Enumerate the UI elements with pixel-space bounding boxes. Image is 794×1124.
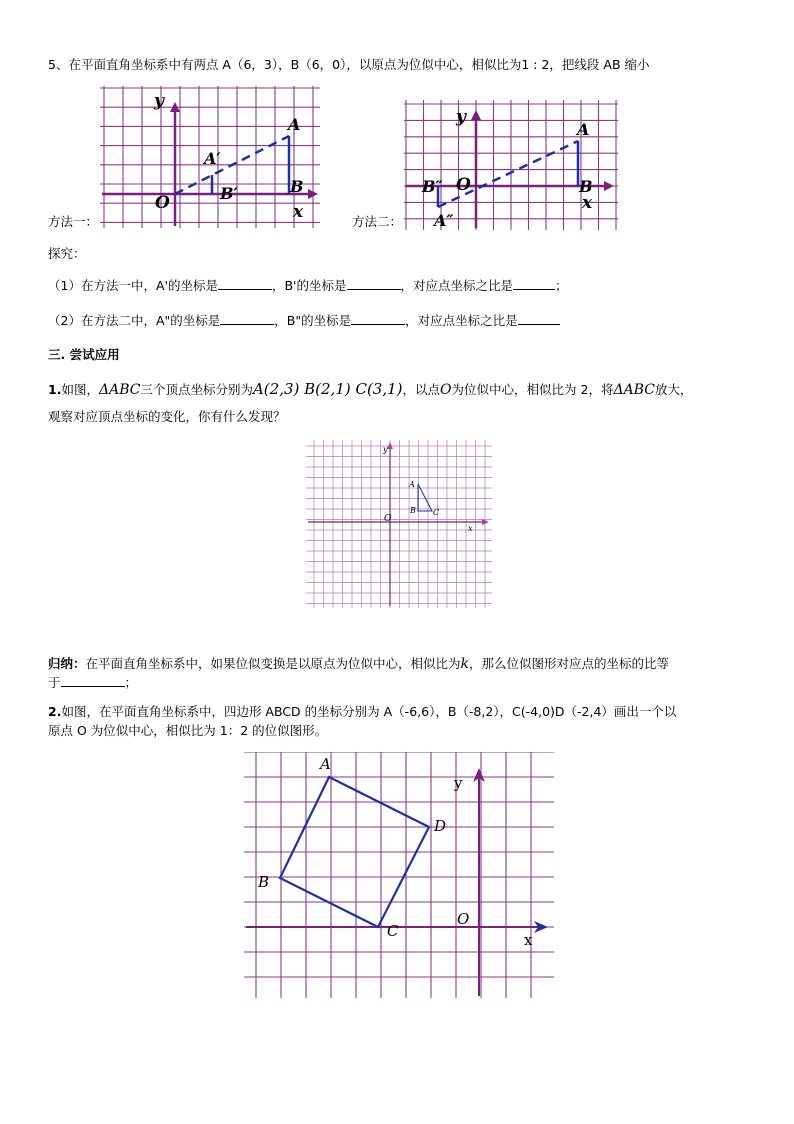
p1-triangle: ΔABC [98,382,141,398]
summary-label: 归纳： [48,656,86,671]
fig1-o-label: O [155,193,170,213]
fig3-x-label: x [468,524,473,533]
grid-3 [306,440,492,608]
section-3-title: 三. 尝试应用 [48,347,120,362]
line2-b2-text: B"的坐标是 [286,313,352,328]
q5-text: 5、在平面直角坐标系中有两点 A（6，3），B（6，0），以原点为位似中心，相似比为1 : 2，把线段 AB 缩小 [48,57,650,72]
fig2-a2-label: A″ [434,211,454,230]
problem-2-line-1 [48,703,676,721]
p2-text: 如图，在平面直角坐标系中，四边形 ABCD 的坐标分别为 A（-6,6），B（-8,2），C(-4,0)D（-2,4）画出一个以 [61,704,677,719]
y-arrow-icon [471,110,481,120]
y-arrow-icon [387,442,393,449]
p1-text-d: 为位似中心，相似比为 2，将 [451,382,614,397]
fig4-b-label: B [258,873,270,891]
figure-method-2 [404,100,618,230]
answer-blank[interactable] [513,277,555,290]
answer-blank[interactable] [351,312,405,325]
fig1-x-label: x [293,202,304,222]
fig2-x-label: x [582,193,593,213]
line2-a2-text: A"的坐标是 [155,313,221,328]
answer-blank[interactable] [218,277,272,290]
line1-comma: ， [271,278,285,293]
fig2-b-label: B [579,177,593,196]
line1-b1-text: B'的坐标是 [284,278,347,293]
summary-line-2 [48,674,137,692]
answer-blank[interactable] [518,312,560,325]
fig2-o-label: O [456,175,471,195]
p1-text-a: 如图， [61,382,99,397]
fig1-b1-label: B′ [220,184,238,203]
fig2-a-label: A [577,120,590,139]
line2-ratio-text: ，对应点坐标之比是 [405,313,518,328]
fig4-a-label: A [320,755,331,773]
summary-text-b: ，那么位似图形对应点的坐标的比等 [469,656,670,671]
summary-line-1 [48,655,669,673]
p1-o: O [440,382,452,398]
line1-a1-text: A'的坐标是 [155,278,218,293]
line1-ratio-text: ，对应点坐标之比是 [400,278,514,293]
problem-1-line-2: 观察对应顶点坐标的变化，你有什么发现？ [48,409,286,424]
summary-text-a: 在平面直角坐标系中，如果位似变换是以原点为位似中心，相似比为 [85,656,461,671]
explore-line-2 [48,312,560,330]
fig4-c-label: C [387,922,399,940]
answer-blank[interactable] [220,312,274,325]
fig1-a-label: A [288,115,301,134]
summary-yu: 于 [48,675,61,690]
fig3-y-label: y [383,445,388,454]
fig1-y-label: y [154,91,164,111]
fig1-a1-label: A′ [204,149,221,168]
summary-k: k [460,656,470,672]
answer-blank[interactable] [61,674,125,687]
method-1-label: 方法一： [48,214,99,229]
p1-coords: A(2,3) B(2,1) C(3,1) [252,380,403,398]
fig3-b-label: B [410,506,416,515]
line2-prefix: （2）在方法二中， [48,313,156,328]
p1-text-b: 三个顶点坐标分别为 [140,382,253,397]
fig4-x-label: x [524,931,533,949]
answer-blank[interactable] [347,277,401,290]
p1-text-e: 放大， [654,382,693,397]
fig2-b2-label: B″ [422,177,443,196]
p1-text-c: ，以点 [402,382,441,397]
fig4-y-label: y [454,774,463,792]
figure-quadrilateral-abcd [244,752,554,998]
fig1-b-label: B [290,177,304,196]
fig4-d-label: D [434,817,447,835]
x-arrow-icon [604,181,614,191]
figure-method-1 [100,86,320,228]
line1-prefix: （1）在方法一中， [48,278,156,293]
x-arrow-icon [482,519,489,525]
summary-semicolon: ； [124,675,138,690]
problem-1-line-1 [48,380,692,399]
explore-line-1 [48,277,568,295]
problem-2-line-2: 原点 O 为位似中心，相似比为 1：2 的位似图形。 [48,723,328,738]
fig3-o-label: O [384,514,392,524]
fig4-o-label: O [457,910,470,928]
fig2-y-label: y [456,107,466,127]
explore-label: 探究： [48,246,86,261]
fig3-c-label: C [433,508,440,517]
problem-2-number: 2. [48,704,62,719]
figure-triangle-abc [306,440,492,608]
method-2-label: 方法二： [352,214,403,229]
fig3-a-label: A [409,480,415,489]
grid-4 [244,752,554,998]
line1-semicolon: ； [555,278,568,293]
line2-comma: ， [274,313,287,328]
problem-1-number: 1. [48,382,62,397]
p1-triangle-2: ΔABC [613,382,655,398]
